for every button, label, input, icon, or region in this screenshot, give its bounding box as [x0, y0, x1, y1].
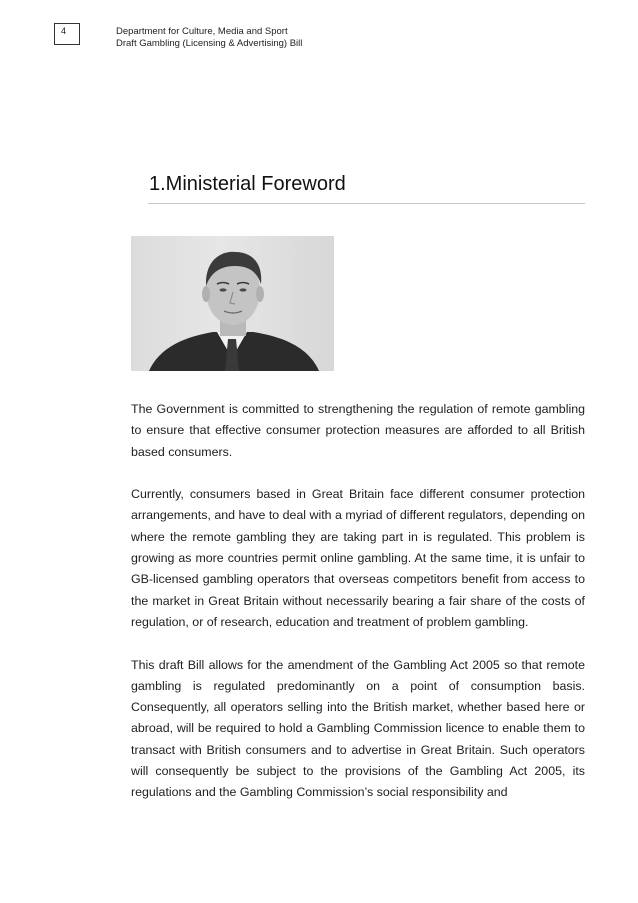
minister-portrait: [131, 236, 334, 371]
header-department: Department for Culture, Media and Sport: [116, 26, 288, 37]
title-divider: [148, 203, 585, 204]
paragraph: The Government is committed to strengthening the regulation of remote gambling to ensure that effective consumer protection measures are afforded to all British based consumers.: [131, 402, 585, 459]
foreword-body: [131, 399, 585, 825]
paragraph: This draft Bill allows for the amendment of the Gambling Act 2005 so that remote gambling is regulated predominantly on a point of consumption basis. Consequently, all operators selling into the British market, whether based here or abroad, will be required to hold a Gambling Commission licence to enable them to transact with British consumers and to advertise in Great Britain. Such operators will consequently be subject to the provisions of the Gambling Act 2005, its regulations and the Gambling Commission’s social responsibility and: [131, 657, 585, 800]
paragraph: Currently, consumers based in Great Britain face different consumer protection arrangements, and have to deal with a myriad of different regulators, depending on where the remote gambling they are taking part in is regulated. This problem is growing as more countries permit online gambling. At the same time, it is unfair to GB-licensed gambling operators that overseas competitors benefit from access to the market in Great Britain without necessarily bearing a fair share of the costs of regulation, or of research, education and treatment of problem gambling.: [131, 487, 585, 629]
chapter-title: 1.Ministerial Foreword: [149, 173, 346, 195]
running-header: [116, 26, 302, 50]
page-number: 4: [54, 23, 80, 45]
header-bill-title: Draft Gambling (Licensing & Advertising) Bill: [116, 38, 303, 49]
